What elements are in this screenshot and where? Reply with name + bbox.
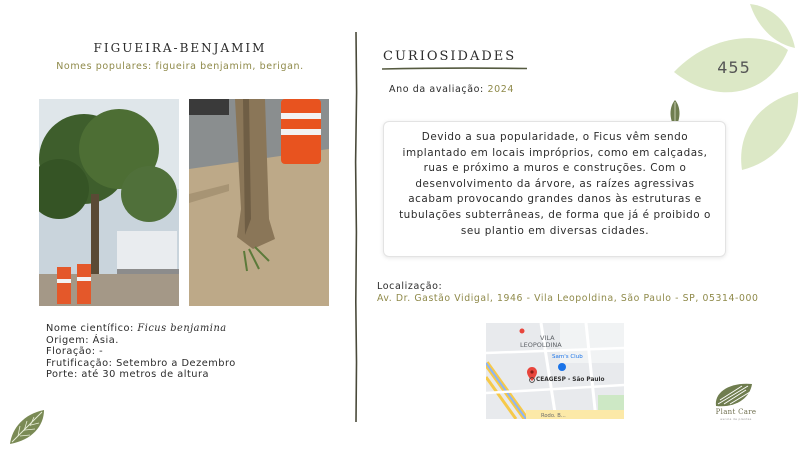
brand-tagline: escola de plantas xyxy=(720,417,752,421)
fruiting: Frutificação: Setembro a Dezembro xyxy=(46,357,236,369)
decorative-leaf-icon xyxy=(8,408,48,446)
origin: Origem: Ásia. xyxy=(46,334,119,346)
curiosities-title: CURIOSIDADES xyxy=(383,49,517,64)
popular-names: Nomes populares: figueira benjamim, berigan. xyxy=(56,61,304,72)
flowering: Floração: - xyxy=(46,346,104,358)
map-poi-icon xyxy=(558,363,566,371)
map-road-label: Rodo. B... xyxy=(541,413,566,419)
location-address: Av. Dr. Gastão Vidigal, 1946 - Vila Leopoldina, São Paulo - SP, 05314-000 xyxy=(377,293,759,304)
map-poi-red-icon xyxy=(520,329,525,334)
map-district-line1: VILA xyxy=(540,334,555,342)
plant-care-logo-icon xyxy=(700,380,772,408)
curiosities-text: Devido a sua popularidade, o Ficus vêm sendo implantado em locais impróprios, como em calçadas, ruas e próximo a muros e construções. Com o desenvolvimento da árvore, as raízes agressivas acabam provocando grandes danos às estruturas e tubulações subterrâneas, de forma que já é proibido o seu plantio em diversas cidades. xyxy=(399,131,711,237)
map-district-line2: LEOPOLDINA xyxy=(520,341,562,349)
tree-photo-trunk xyxy=(189,99,329,306)
tree-facts xyxy=(46,323,236,381)
year-label: Ano da avaliação: xyxy=(389,84,488,95)
size: Porte: até 30 metros de altura xyxy=(46,369,210,381)
map-poi-sams: Sam's Club xyxy=(552,354,583,360)
scientific-name-label: Nome científico: xyxy=(46,323,138,334)
scientific-name-value: Ficus benjamina xyxy=(137,323,227,334)
tree-number-badge: 455 xyxy=(717,58,751,77)
page-title: FIGUEIRA-BENJAMIM xyxy=(93,41,267,55)
evaluation-year xyxy=(389,84,514,95)
location-map[interactable] xyxy=(486,323,624,419)
brand-name: Plant Care xyxy=(715,408,757,416)
brush-divider xyxy=(354,32,358,422)
year-value: 2024 xyxy=(487,84,515,95)
location-label: Localização: xyxy=(377,281,443,292)
map-poi-ceagesp: CEAGESP - São Paulo xyxy=(536,377,605,383)
title-underline xyxy=(382,66,527,72)
tree-photo-street xyxy=(39,99,179,306)
scientific-name xyxy=(46,323,236,335)
